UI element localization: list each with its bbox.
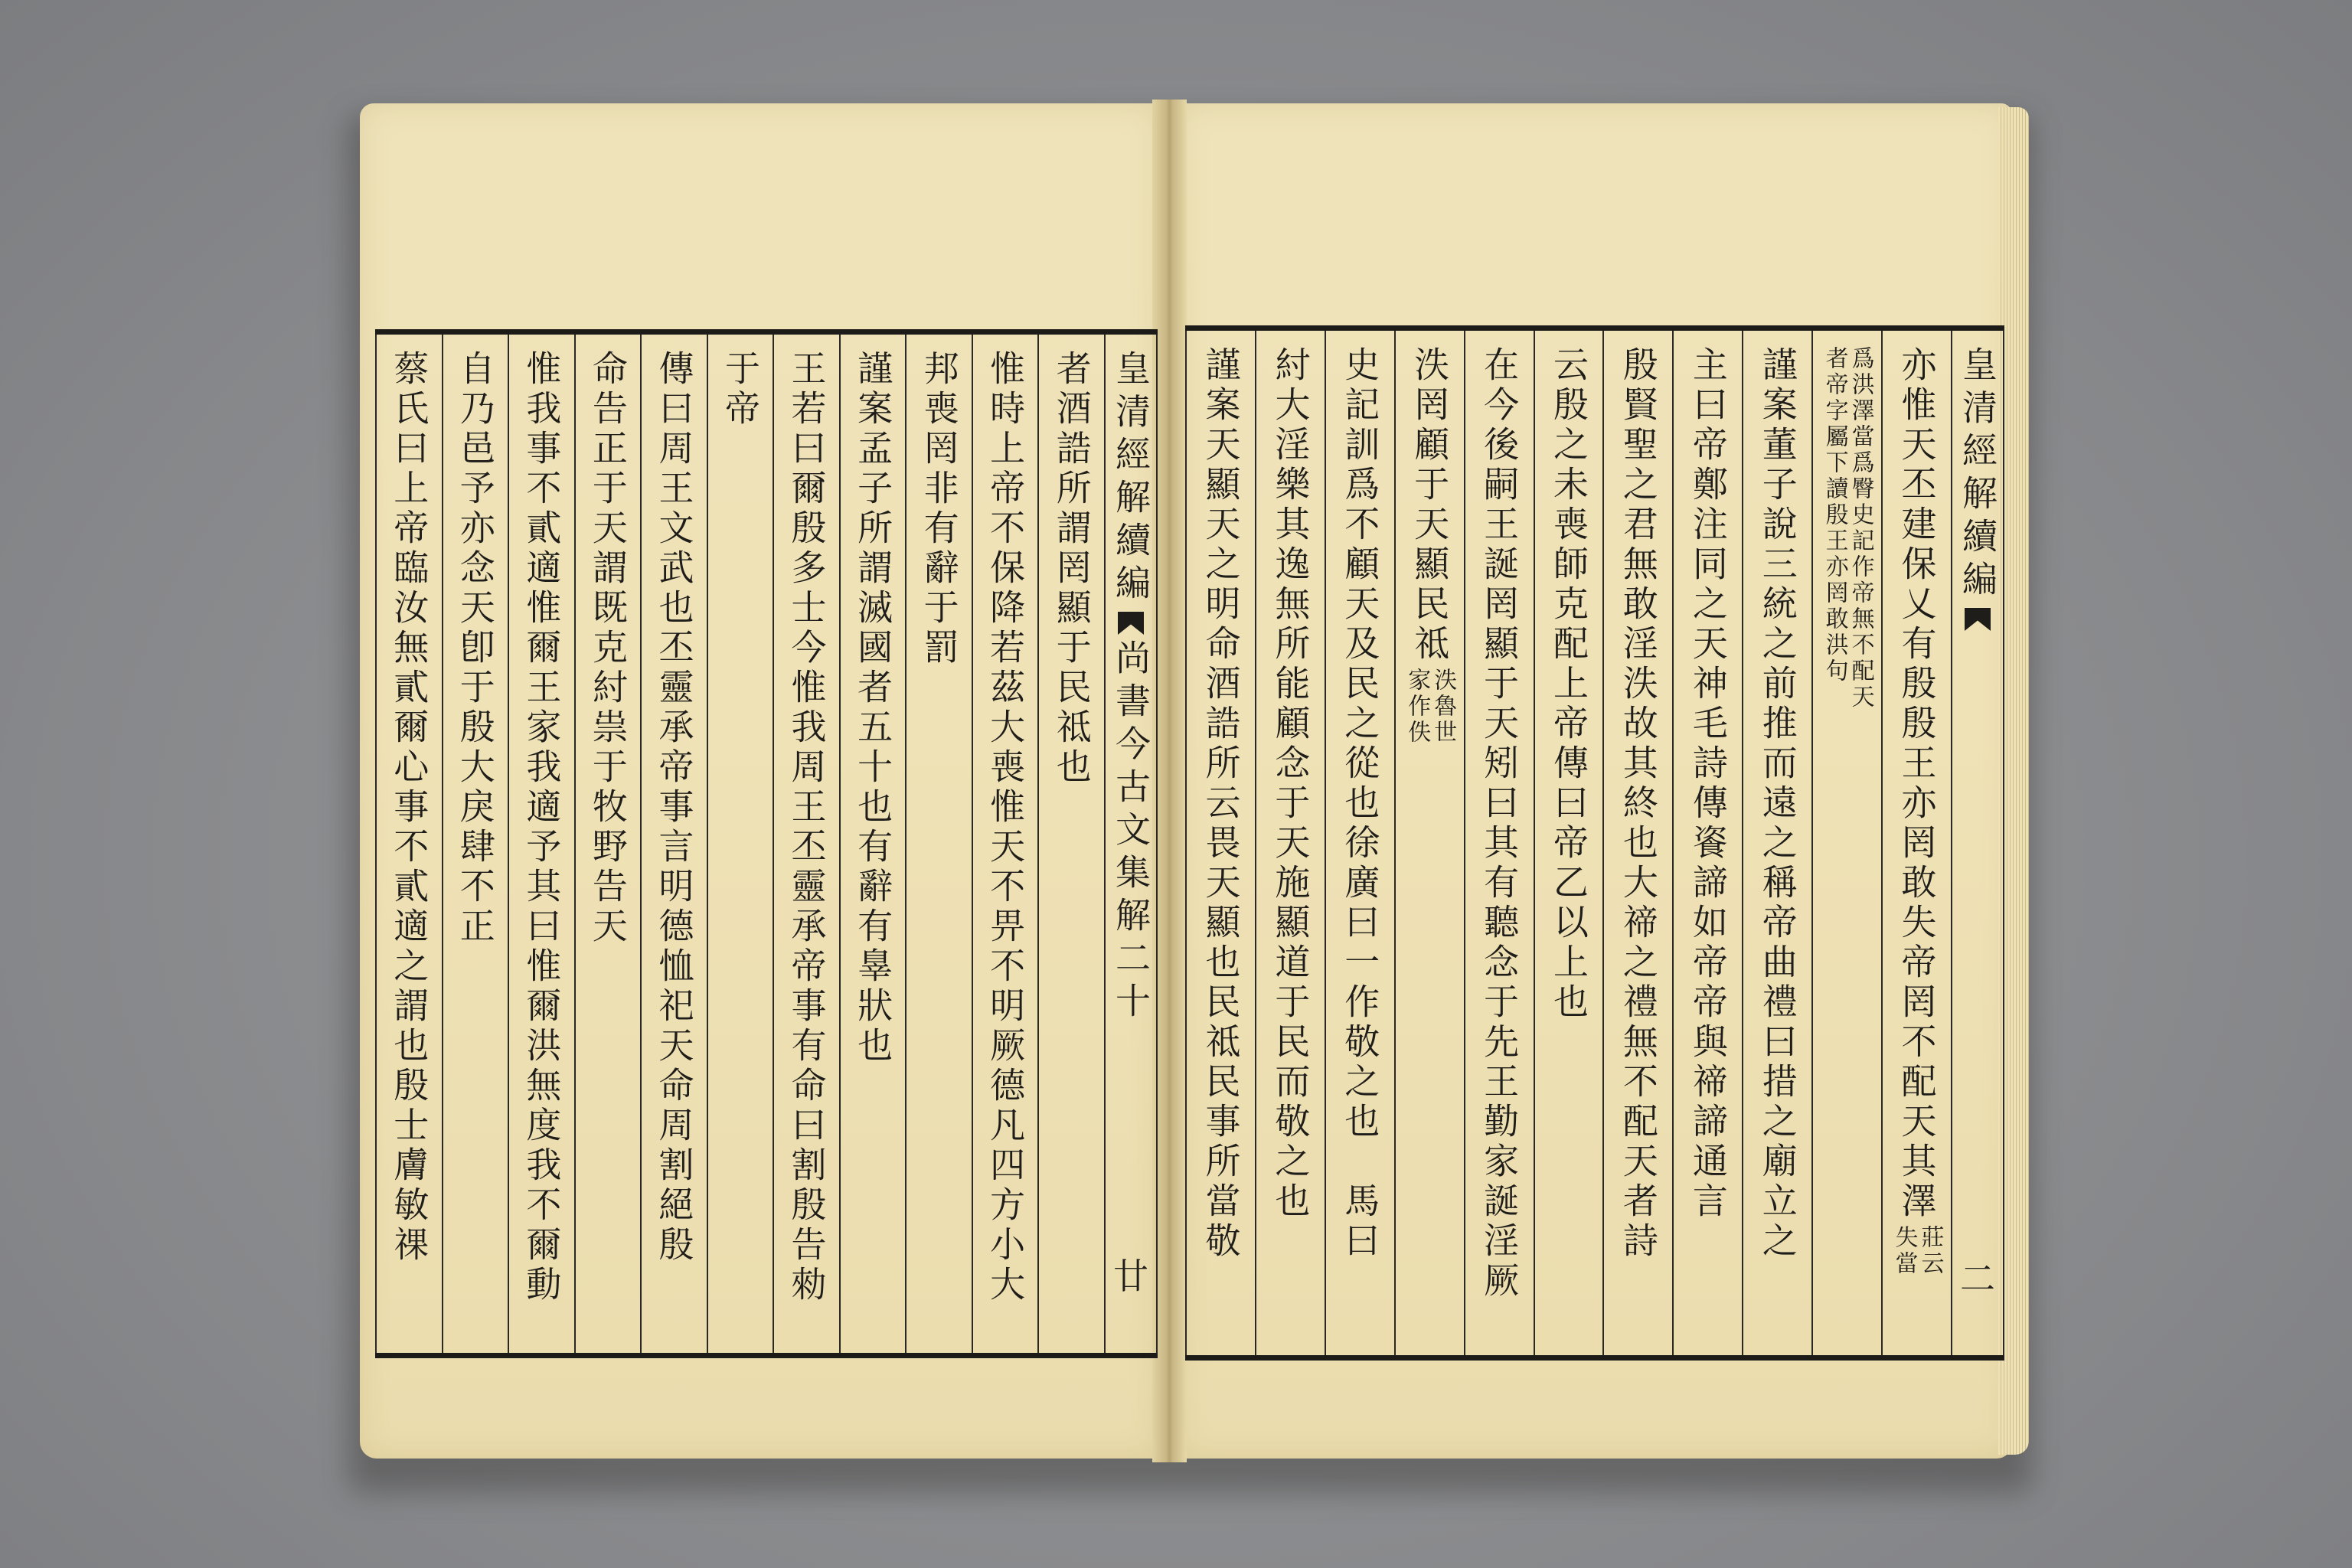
right-header-column	[1952, 331, 2004, 1355]
annotation-pair	[1890, 1225, 1944, 1277]
column-text: 王若曰爾殷多士今惟我周王丕靈承帝事有命曰割殷告勑	[786, 350, 828, 1305]
annotation-pair	[1403, 668, 1457, 746]
column-text: 謹案董子說三統之前推而遠之稱帝曲禮曰措之廟立之	[1756, 346, 1798, 1262]
fishtail-mark-icon	[1965, 608, 1991, 631]
column-text: 殷賢聖之君無敢淫泆故其終也大禘之禮無不配天者詩	[1617, 346, 1659, 1262]
column-text: 謹案天顯天之明命酒誥所云畏天顯也民祗民事所當敬	[1200, 346, 1242, 1262]
annotation-text: 莊云	[1916, 1225, 1944, 1277]
column-text: 謹案孟子所謂滅國者五十也有辭有辠狀也	[852, 350, 894, 1067]
left-header-column	[1106, 335, 1158, 1353]
left-column	[576, 335, 642, 1353]
fishtail-mark-icon	[1118, 612, 1144, 635]
annotation-pair	[1823, 346, 1872, 710]
left-column	[906, 335, 973, 1353]
right-column	[1535, 331, 1605, 1355]
annotation-text: 者帝字屬下讀殷王亦罔敢洪句	[1821, 346, 1848, 684]
left-column	[774, 335, 841, 1353]
column-text: 惟我事不貳適惟爾王家我適予其曰惟爾洪無度我不爾動	[521, 350, 563, 1305]
right-column	[1185, 331, 1256, 1355]
column-text: 命告正于天謂既克紂祟于牧野告天	[586, 350, 629, 947]
annotation-text: 泆魯世	[1429, 668, 1457, 746]
annotation-text: 爲洪澤當爲臀史記作帝無不配天	[1847, 346, 1874, 710]
left-column	[375, 335, 443, 1353]
column-text: 者酒誥所謂罔顯于民祗也	[1050, 350, 1093, 788]
column-text: 云殷之未喪師克配上帝傳曰帝乙以上也	[1548, 346, 1590, 1023]
column-text: 紂大淫樂其逸無所能顧念于天施顯道于民而敬之也	[1269, 346, 1312, 1222]
left-text-frame	[375, 329, 1158, 1358]
right-column	[1396, 331, 1465, 1355]
left-column	[443, 335, 510, 1353]
right-column	[1604, 331, 1674, 1355]
right-column	[1883, 331, 1952, 1355]
left-column	[642, 335, 708, 1353]
left-column	[509, 335, 576, 1353]
column-text: 邦喪罔非有辭于罰	[918, 350, 960, 668]
column-text: 主曰帝鄭注同之天神毛詩傳餈諦如帝帝與禘諦通言	[1687, 346, 1729, 1222]
right-column	[1743, 331, 1813, 1355]
left-column	[1039, 335, 1106, 1353]
column-text: 蔡氏曰上帝臨汝無貳爾心事不貳適之謂也殷士膚敏祼	[388, 350, 430, 1266]
column-text: 惟時上帝不保降若茲大喪惟天不畀不明厥德凡四方小大	[985, 350, 1027, 1305]
left-column	[841, 335, 907, 1353]
right-text-frame	[1185, 325, 2004, 1361]
column-text: 泆罔顧于天顯民祗	[1409, 346, 1451, 665]
left-header-title: 皇清經解續編	[1110, 350, 1152, 607]
annotation-text: 家作佚	[1403, 668, 1431, 746]
right-column	[1326, 331, 1396, 1355]
left-page-number: 廿	[1113, 1256, 1148, 1297]
annotation-text: 失當	[1890, 1225, 1918, 1277]
right-column	[1813, 331, 1883, 1355]
column-text: 自乃邑予亦念天卽于殷大戾肆不正	[454, 350, 496, 947]
right-column	[1674, 331, 1743, 1355]
column-text: 史記訓爲不顧天及民之從也徐廣曰一作敬之也 馬曰	[1339, 346, 1381, 1262]
column-text: 傳曰周王文武也丕靈承帝事言明德恤祀天命周割絕殷	[653, 350, 695, 1266]
right-page-number: 二	[1960, 1258, 1995, 1299]
right-header-title: 皇清經解續編	[1957, 346, 1998, 603]
column-text: 亦惟天丕建保乂有殷殷王亦罔敢失帝罔不配天其澤	[1896, 346, 1938, 1222]
right-column	[1256, 331, 1326, 1355]
left-column	[708, 335, 775, 1353]
right-column	[1465, 331, 1535, 1355]
column-text: 在今後嗣王誕罔顯于天矧曰其有聽念于先王勤家誕淫厥	[1478, 346, 1521, 1302]
column-text: 于帝	[719, 350, 761, 430]
left-column	[973, 335, 1040, 1353]
left-header-section: 尚書今古文集解二十	[1110, 639, 1152, 1025]
